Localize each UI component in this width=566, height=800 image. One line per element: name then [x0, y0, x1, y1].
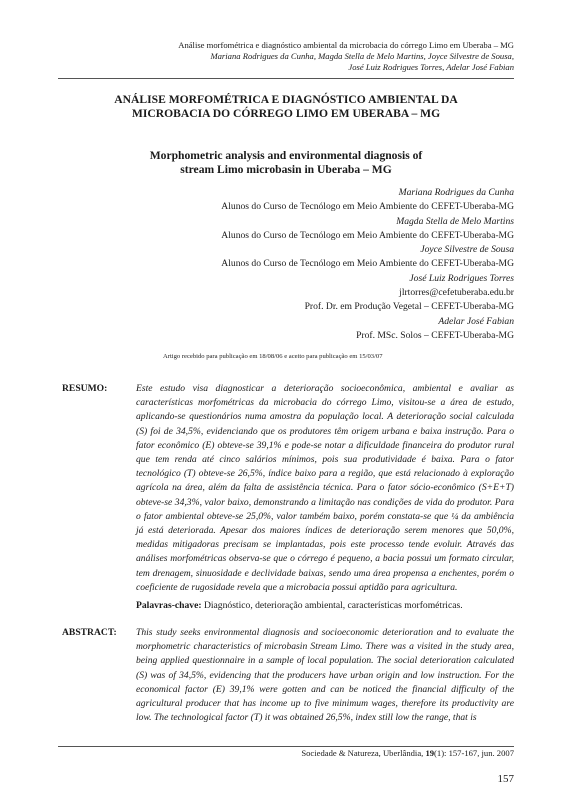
author-email[interactable]: jlrtorres@cefetuberaba.edu.br: [399, 287, 514, 299]
author-block: [114, 186, 514, 343]
author-affiliation: Prof. Dr. em Produção Vegetal – CEFET-Uberaba-MG: [304, 301, 514, 313]
abstract-text: This study seeks environmental diagnosis and socioeconomic deterioration and to evaluate the morphometric characteristics of microbasin Stream Limo. There was a visited in the study area, being applied questionnaire in a sample of local population. The social deterioration calculated (S) was of 34,5%, evidencing that the producers have urban origin and low instruction. For the economical factor (E) 39,1% were gotten and can be noticed the financial difficulty of the agricultural producer that has income up to five minimum wages, therefore its productivity are low. The technological factor (T) it was obtained 26,5%, index still low the range, that is: [136, 627, 514, 724]
author-affiliation: Prof. MSc. Solos – CEFET-Uberaba-MG: [356, 329, 514, 341]
resumo-text: Este estudo visa diagnosticar a deterioração socioeconômica, ambiental e avaliar as características morfométricas da microbacia do córrego Limo, visitou-se a área de estudo, aplicando-se questionários numa amostra da população local. A deterioração social calculada (S) foi de 34,5%, evidenciando que os produtores têm origem urbana e baixa instrução. Para o fator econômico (E) obteve-se 39,1% e pode-se notar a dificuldade financeira do produtor rural que tem renda até cinco salários mínimos, pois sua produtividade é baixa. Para o fator tecnológico (T) obteve-se 26,5%, índice baixo para a região, que está relacionado à exploração agrícola na área, além da falta de assistência técnica. Para o fator sócio-econômico (S+E+T) obteve-se 34,3%, valor baixo, demonstrando a limitação nas condições de vida do produtor. Para o fator ambiental obteve-se 25,0%, valor também baixo, porém constata-se que ¼ da ambiência já está deteriorada. Apesar dos maiores índices de deterioração serem menores que 50,0%, medidas mitigadoras precisam se implantadas, pois este processo tende evoluir. Através das análises morfométricas observa-se que o córrego é pequeno, a bacia possui um formato circular, tem drenagem, sinuosidade e declividade baixas, sendo uma área propensa a enchentes, porém o coeficiente de rugosidade revela que a microbacia possui aptidão para agricultura.: [136, 383, 514, 593]
keywords-text: Diagnóstico, deterioração ambiental, características morfométricas.: [203, 600, 463, 611]
running-header-authors-2: José Luiz Rodrigues Torres, Adelar José Fabian: [348, 62, 514, 72]
author-name: Magda Stella de Melo Martins: [396, 215, 514, 227]
title-english: [58, 149, 514, 177]
author-name: Joyce Silvestre de Sousa: [420, 244, 514, 256]
received-note: Artigo recebido para publicação em 18/08/06 e aceito para publicação em 15/03/07: [163, 353, 383, 360]
running-header-authors-1: Mariana Rodrigues da Cunha, Magda Stella de Melo Martins, Joyce Silvestre de Sousa,: [210, 51, 514, 61]
header-rule: [58, 78, 514, 79]
keywords: [136, 599, 514, 612]
author-name: Adelar José Fabian: [438, 315, 514, 327]
author-name: Mariana Rodrigues da Cunha: [398, 187, 514, 198]
title-portuguese-line-2: MICROBACIA DO CÓRREGO LIMO EM UBERABA – MG: [131, 107, 441, 120]
author-affiliation: Alunos do Curso de Tecnólogo em Meio Ambiente do CEFET-Uberaba-MG: [221, 201, 514, 213]
journal-volume: 19: [425, 748, 435, 758]
resumo-label: RESUMO:: [62, 383, 108, 394]
title-english-line-1: Morphometric analysis and environmental diagnosis of: [149, 149, 423, 162]
journal-citation: [301, 748, 514, 759]
author-affiliation: Alunos do Curso de Tecnólogo em Meio Ambiente do CEFET-Uberaba-MG: [221, 229, 514, 241]
running-header: [94, 40, 514, 73]
title-english-line-2: stream Limo microbasin in Uberaba – MG: [180, 163, 392, 176]
keywords-label: Palavras-chave:: [136, 600, 202, 611]
author-name: José Luiz Rodrigues Torres: [409, 272, 514, 284]
footer-rule: [58, 746, 514, 747]
author-affiliation: Alunos do Curso de Tecnólogo em Meio Ambiente do CEFET-Uberaba-MG: [221, 258, 514, 270]
title-portuguese-line-1: ANÁLISE MORFOMÉTRICA E DIAGNÓSTICO AMBIENTAL DA: [114, 93, 458, 106]
title-portuguese: [58, 93, 514, 121]
running-header-title: Análise morfométrica e diagnóstico ambiental da microbacia do córrego Limo em Uberaba – MG: [178, 40, 514, 50]
page-number: 157: [497, 773, 514, 785]
journal-name: Sociedade & Natureza, Uberlândia,: [301, 748, 426, 758]
journal-issue: (1): 157-167, jun. 2007: [434, 748, 514, 758]
abstract-label: ABSTRACT:: [62, 627, 117, 638]
